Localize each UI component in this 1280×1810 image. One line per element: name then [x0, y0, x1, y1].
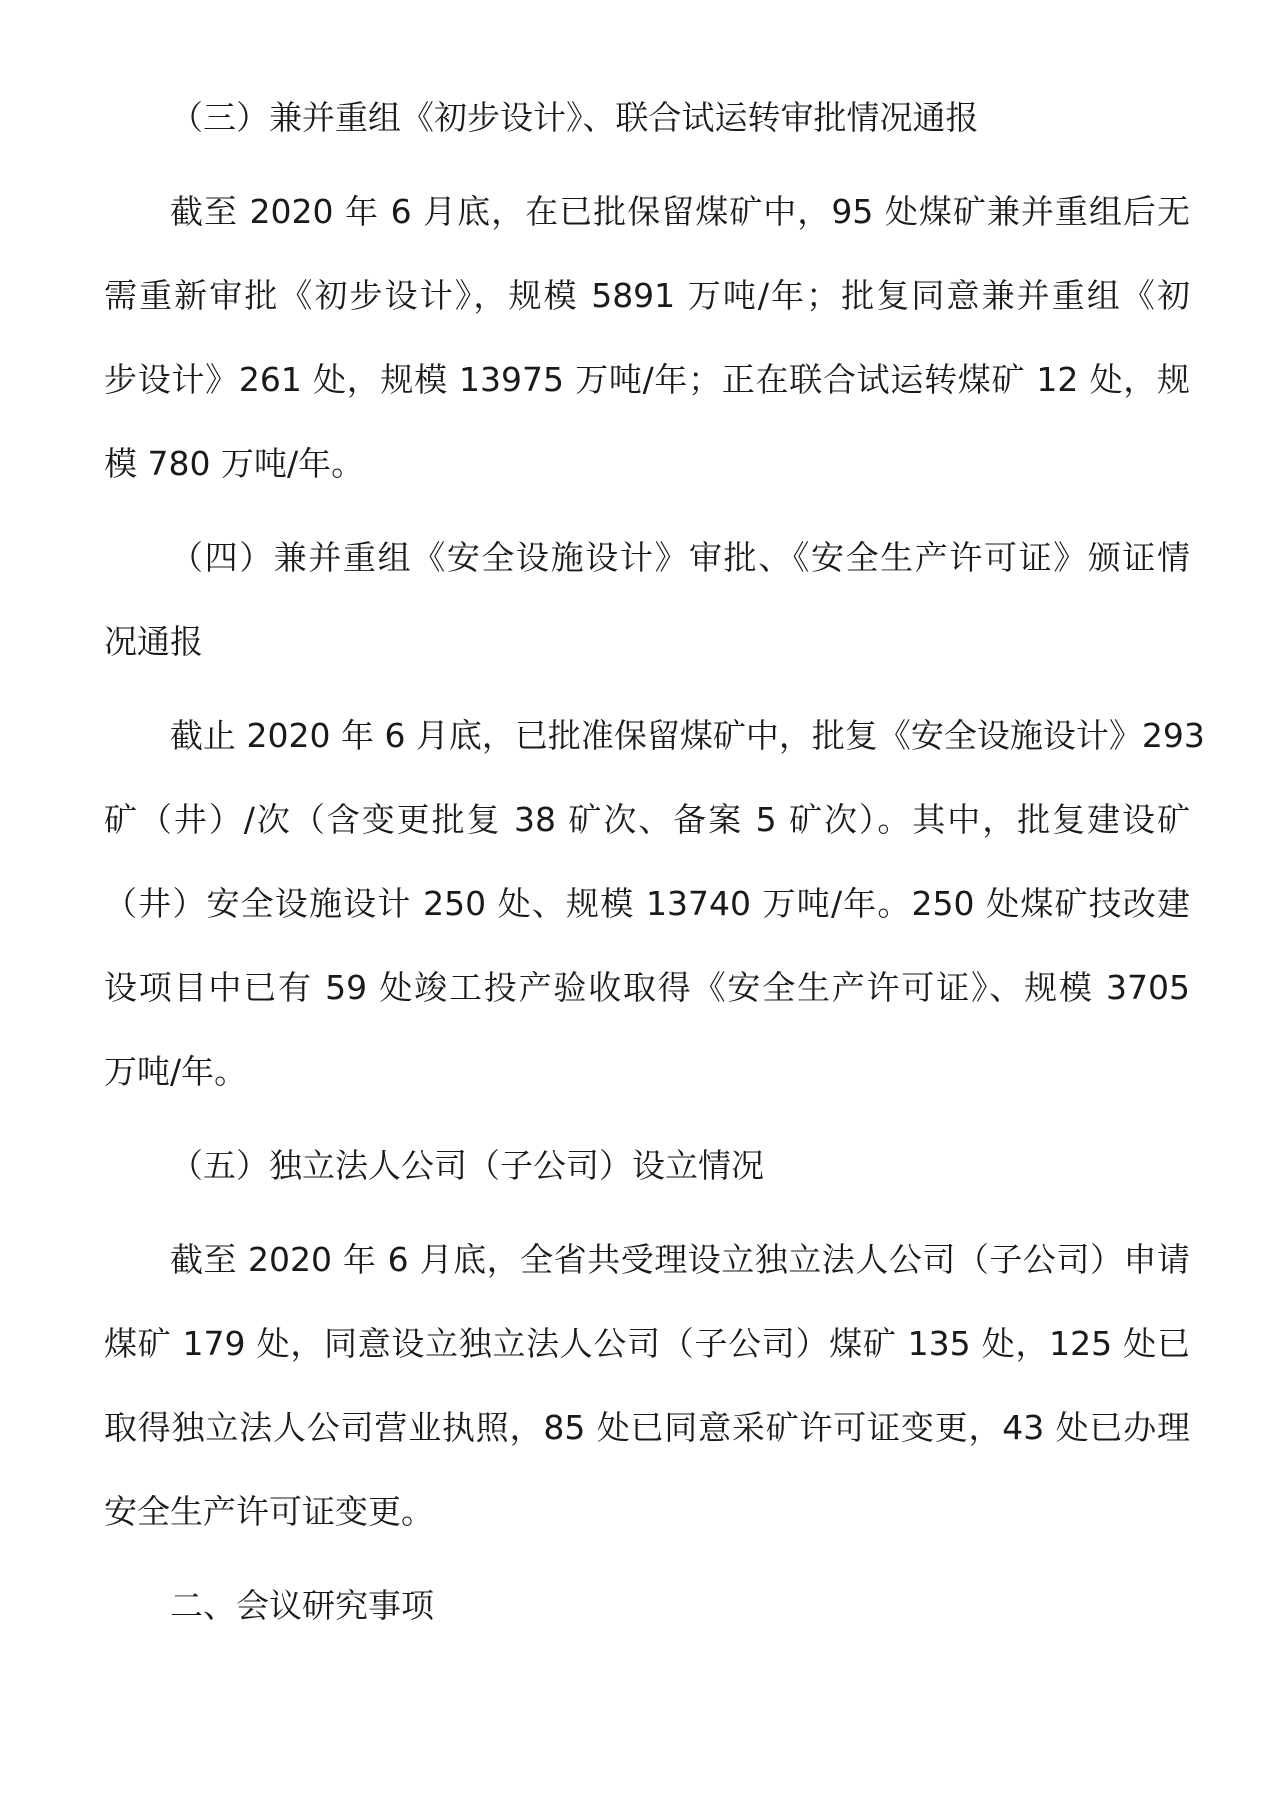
- document-page: [104, 76, 1205, 1658]
- heading-line: （四）兼并重组《安全设施设计》审批、《安全生产许可证》颁证情: [170, 538, 1190, 577]
- paragraph-line: 万吨/年。: [104, 1052, 248, 1091]
- paragraph-line: 安全生产许可证变更。: [104, 1492, 434, 1531]
- section-paragraph-4: [104, 694, 1205, 1114]
- section-heading-4: [104, 516, 1190, 684]
- paragraph-line: 设项目中已有 59 处竣工投产验收取得《安全生产许可证》、规模 3705: [104, 968, 1190, 1007]
- paragraph-line: （井）安全设施设计 250 处、规模 13740 万吨/年。250 处煤矿技改建: [104, 884, 1190, 923]
- paragraph-line: 矿（井）/次（含变更批复 38 矿次、备案 5 矿次）。其中，批复建设矿: [104, 800, 1190, 839]
- section-heading-5: （五）独立法人公司（子公司）设立情况: [170, 1146, 764, 1185]
- paragraph-line: 煤矿 179 处，同意设立独立法人公司（子公司）煤矿 135 处，125 处已: [104, 1324, 1190, 1363]
- paragraph-line: 步设计》261 处，规模 13975 万吨/年；正在联合试运转煤矿 12 处，规: [104, 360, 1190, 399]
- paragraph-line: 需重新审批《初步设计》，规模 5891 万吨/年；批复同意兼并重组《初: [104, 276, 1190, 315]
- paragraph-line: 截至 2020 年 6 月底，在已批保留煤矿中，95 处煤矿兼并重组后无: [170, 192, 1190, 231]
- heading-line: 况通报: [104, 622, 203, 661]
- paragraph-line: 截止 2020 年 6 月底，已批准保留煤矿中，批复《安全设施设计》293: [170, 716, 1205, 755]
- section-paragraph-3: [104, 170, 1190, 506]
- section-heading-meeting: 二、会议研究事项: [170, 1586, 434, 1625]
- paragraph-line: 取得独立法人公司营业执照，85 处已同意采矿许可证变更，43 处已办理: [104, 1408, 1190, 1447]
- paragraph-line: 截至 2020 年 6 月底，全省共受理设立独立法人公司（子公司）申请: [170, 1240, 1190, 1279]
- section-paragraph-5: [104, 1218, 1190, 1554]
- paragraph-line: 模 780 万吨/年。: [104, 444, 365, 483]
- section-heading-3: （三）兼并重组《初步设计》、联合试运转审批情况通报: [170, 98, 979, 137]
